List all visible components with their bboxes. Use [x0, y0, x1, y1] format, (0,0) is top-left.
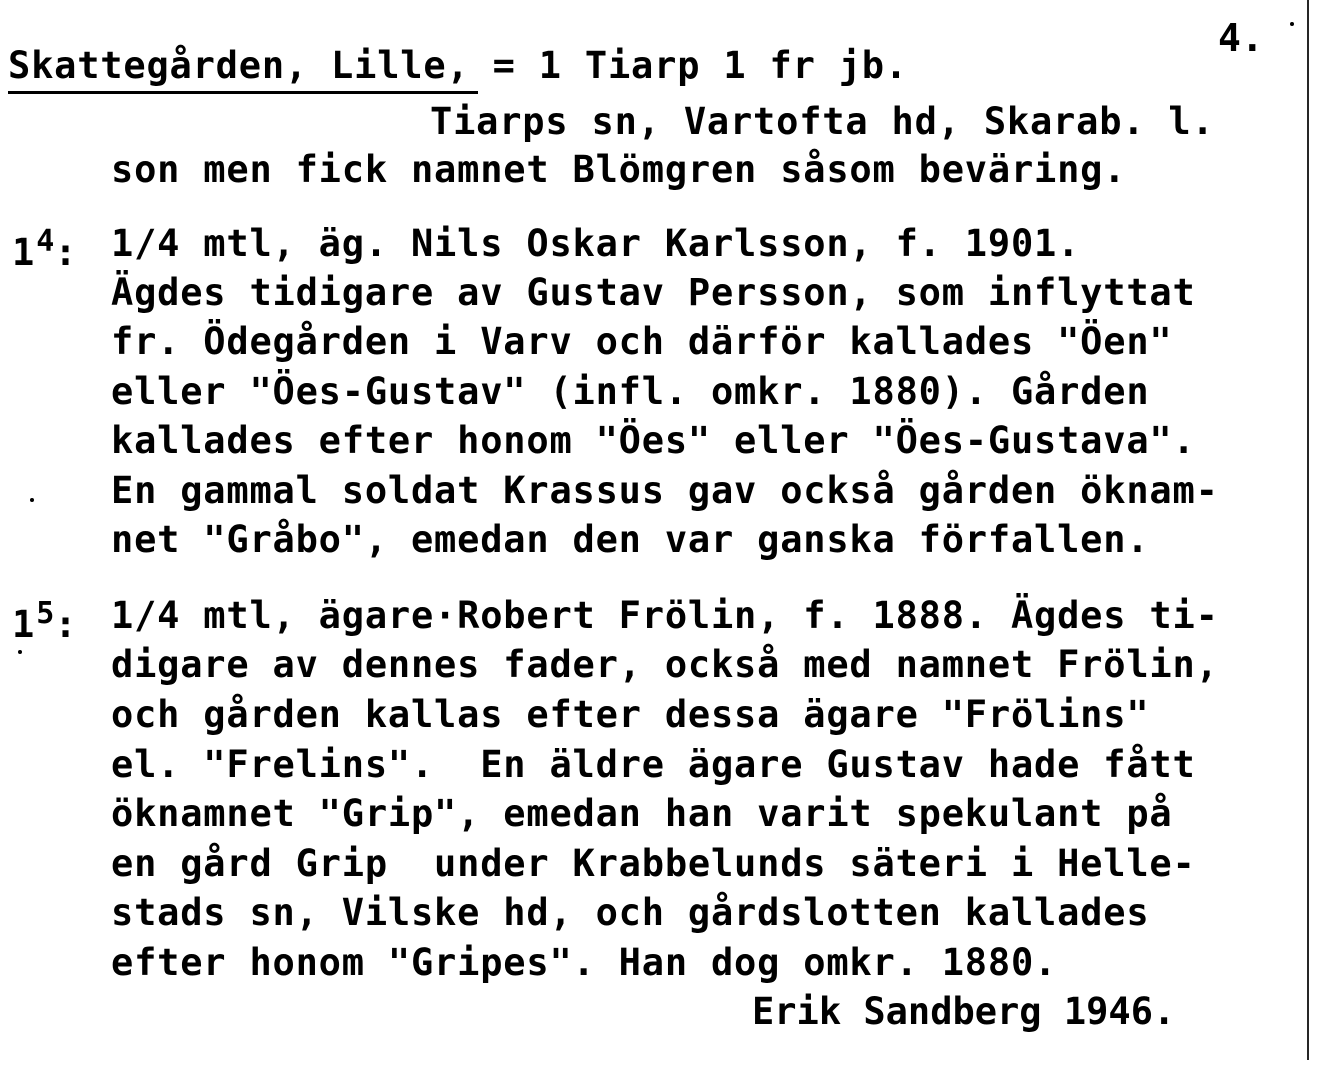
scan-speck [30, 498, 34, 502]
page-number: 4. [1218, 16, 1264, 60]
intro-line: son men fick namnet Blömgren såsom beväring. [111, 148, 1127, 191]
entry-marker-1-4 [12, 220, 77, 275]
entry-marker-colon: : [54, 231, 77, 274]
title-underline [8, 91, 478, 94]
entry-line: och gården kallas efter dessa ägare "Frölins" [111, 693, 1150, 736]
entry-marker-base: 1 [12, 231, 35, 274]
entry-line: net "Gråbo", emedan den var ganska förfallen. [111, 518, 1150, 561]
entry-line: eller "Öes-Gustav" (infl. omkr. 1880). Gården [111, 370, 1150, 413]
entry-marker-sup: 5 [36, 596, 55, 631]
signature: Erik Sandberg 1946. [752, 990, 1176, 1033]
scan-speck [18, 650, 22, 654]
entry-line: digare av dennes fader, också med namnet Frölin, [111, 643, 1219, 686]
entry-line: en gård Grip under Krabbelunds säteri i Helle- [111, 842, 1196, 885]
entry-line: 1/4 mtl, ägare·Robert Frölin, f. 1888. Ägdes ti- [111, 594, 1219, 637]
entry-line: efter honom "Gripes". Han dog omkr. 1880. [111, 941, 1058, 984]
entry-line: En gammal soldat Krassus gav också gården öknam- [111, 469, 1219, 512]
entry-marker-base: 1 [12, 603, 35, 646]
scan-speck [1290, 22, 1294, 26]
entry-line: öknamnet "Grip", emedan han varit spekulant på [111, 792, 1173, 835]
entry-line: stads sn, Vilske hd, och gårdslotten kallades [111, 891, 1150, 934]
entry-line: kallades efter honom "Öes" eller "Öes-Gustava". [111, 419, 1196, 462]
card-edge [1307, 0, 1309, 1060]
entry-line: 1/4 mtl, äg. Nils Oskar Karlsson, f. 1901. [111, 222, 1081, 265]
location-line: Tiarps sn, Vartofta hd, Skarab. l. [430, 100, 1215, 143]
entry-line: fr. Ödegården i Varv och därför kallades "Öen" [111, 320, 1173, 363]
card-title: Skattegården, Lille, = 1 Tiarp 1 fr jb. [8, 44, 908, 87]
entry-marker-colon: : [54, 603, 77, 646]
entry-line: Ägdes tidigare av Gustav Persson, som inflyttat [111, 271, 1196, 314]
entry-line: el. "Frelins". En äldre ägare Gustav hade fått [111, 743, 1196, 786]
entry-marker-1-5 [12, 592, 77, 647]
entry-marker-sup: 4 [36, 224, 55, 259]
